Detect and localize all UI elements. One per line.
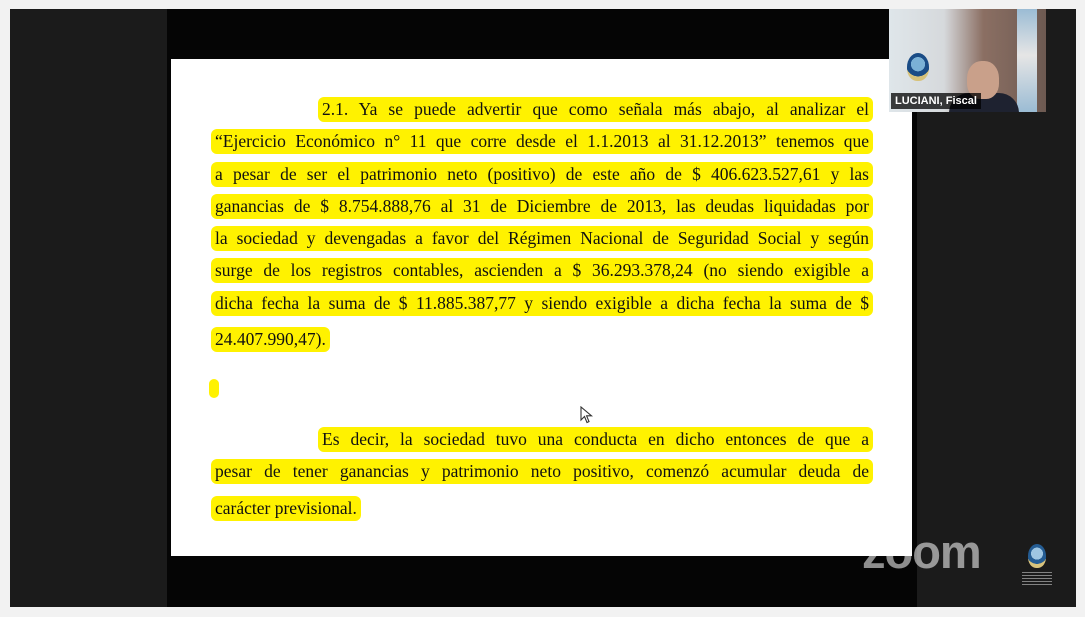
text-line xyxy=(211,97,873,129)
argentina-emblem-icon xyxy=(907,53,929,81)
participant-name-label: LUCIANI, Fiscal xyxy=(891,93,981,109)
seal-text-lines xyxy=(1022,572,1052,586)
institution-seal-icon xyxy=(1022,544,1052,588)
paragraph-es-decir xyxy=(211,427,873,524)
flag-icon xyxy=(1017,9,1037,112)
text-line xyxy=(211,459,873,491)
zoom-watermark: zoom xyxy=(862,525,981,578)
shared-document xyxy=(171,59,912,556)
text-line xyxy=(211,427,873,459)
highlight-marker xyxy=(209,379,219,398)
text-line xyxy=(211,162,873,194)
text-line xyxy=(211,291,873,323)
highlighted-text: pesar de tener ganancias y patrimonio neto positivo, comenzó acumular deuda de xyxy=(211,459,873,484)
highlighted-text: 24.407.990,47). xyxy=(211,327,330,352)
seal-emblem-icon xyxy=(1028,544,1046,568)
paragraph-2-1 xyxy=(211,97,873,355)
arrow-pointer-icon xyxy=(580,406,594,424)
highlighted-text: la sociedad y devengadas a favor del Régimen Nacional de Seguridad Social y según xyxy=(211,226,873,251)
text-line xyxy=(211,194,873,226)
highlighted-text: “Ejercicio Económico n° 11 que corre desde el 1.1.2013 al 31.12.2013” tenemos que xyxy=(211,129,873,154)
text-line xyxy=(211,226,873,258)
highlighted-text: surge de los registros contables, ascienden a $ 36.293.378,24 (no siendo exigible a xyxy=(211,258,873,283)
highlighted-text: a pesar de ser el patrimonio neto (positivo) de este año de $ 406.623.527,61 y las xyxy=(211,162,873,187)
text-line xyxy=(211,492,873,524)
highlighted-text: Es decir, la sociedad tuvo una conducta en dicho entonces de que a xyxy=(318,427,873,452)
text-line xyxy=(211,258,873,290)
participant-video-tile[interactable] xyxy=(889,9,1046,112)
highlighted-text: 2.1. Ya se puede advertir que como señala más abajo, al analizar el xyxy=(318,97,873,122)
highlighted-text: carácter previsional. xyxy=(211,496,361,521)
text-line xyxy=(211,129,873,161)
highlighted-text: dicha fecha la suma de $ 11.885.387,77 y siendo exigible a dicha fecha la suma de $ xyxy=(211,291,873,316)
highlighted-text: ganancias de $ 8.754.888,76 al 31 de Diciembre de 2013, las deudas liquidadas por xyxy=(211,194,873,219)
text-line xyxy=(211,323,873,355)
